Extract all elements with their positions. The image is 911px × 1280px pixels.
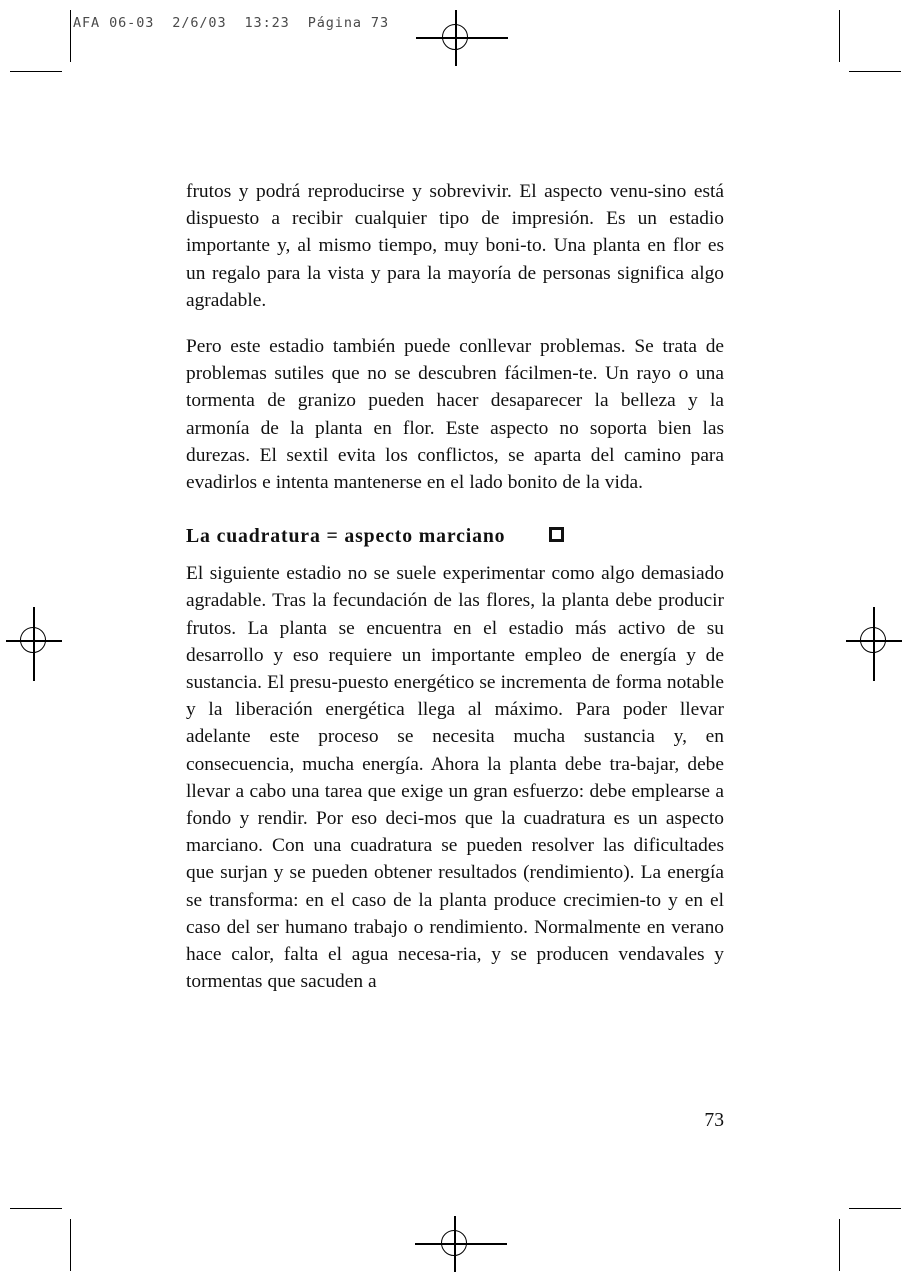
body-paragraph: frutos y podrá reproducirse y sobrevivir. El aspecto venu-sino está dispuesto a recibir cualquier tipo de impresión. Es un estadio importante y, al mismo tiempo, muy boni-to. Una planta en flor es un regalo para la vista y para la mayoría de personas significa algo agradable.	[186, 181, 724, 311]
crop-mark-bottom-right-vertical	[839, 1219, 840, 1271]
crop-mark-bottom-left-vertical	[70, 1219, 71, 1271]
page-number: 73	[704, 1110, 724, 1131]
crop-mark-top-right-horizontal	[849, 71, 901, 72]
crop-mark-bottom-right-horizontal	[849, 1208, 901, 1209]
crop-mark-top-right-vertical	[839, 10, 840, 62]
body-paragraph: Pero este estadio también puede conllevar problemas. Se trata de problemas sutiles que no se descubren fácilmen-te. Un rayo o una tormenta de granizo pueden hacer desaparecer la belleza y la armonía de la planta en flor. Este aspecto no soporta bien las durezas. El sextil evita los conflictos, se aparta del camino para evadirlos e intenta mantenerse en el lado bonito de la vida.	[186, 336, 724, 494]
registration-mark-right-icon	[846, 613, 902, 669]
crop-mark-top-left-horizontal	[10, 71, 62, 72]
registration-mark-top-icon	[428, 10, 484, 66]
square-aspect-icon	[549, 527, 564, 542]
crop-mark-bottom-left-horizontal	[10, 1208, 62, 1209]
section-heading-label: La cuadratura = aspecto marciano	[186, 525, 506, 548]
registration-mark-left-icon	[6, 613, 62, 669]
prepress-slug-line: AFA 06-03 2/6/03 13:23 Página 73	[73, 15, 389, 31]
crop-mark-top-left-vertical	[70, 10, 71, 62]
section-heading	[186, 523, 724, 549]
registration-mark-bottom-icon	[427, 1216, 483, 1272]
text-column	[186, 178, 724, 995]
body-paragraph: El siguiente estadio no se suele experimentar como algo demasiado agradable. Tras la fecundación de las flores, la planta debe producir frutos. La planta se encuentra en el estadio más activo de su desarrollo y eso requiere un importante empleo de energía y de sustancia. El presu-puesto energético se incrementa de forma notable y la liberación energética llega al máximo. Para poder llevar adelante este proceso se necesita mucha sustancia y, en consecuencia, mucha energía. Ahora la planta debe tra-bajar, debe llevar a cabo una tarea que exige un gran esfuerzo: debe emplearse a fondo y rendir. Por eso deci-mos que la cuadratura es un aspecto marciano. Con una cuadratura se pueden resolver las dificultades que surjan y se pueden obtener resultados (rendimiento). La energía se transforma: en el caso de la planta produce crecimien-to y en el caso del ser humano trabajo o rendimiento. Normalmente en verano hace calor, falta el agua necesa-ria, y se producen vendavales y tormentas que sacuden a	[186, 563, 724, 993]
